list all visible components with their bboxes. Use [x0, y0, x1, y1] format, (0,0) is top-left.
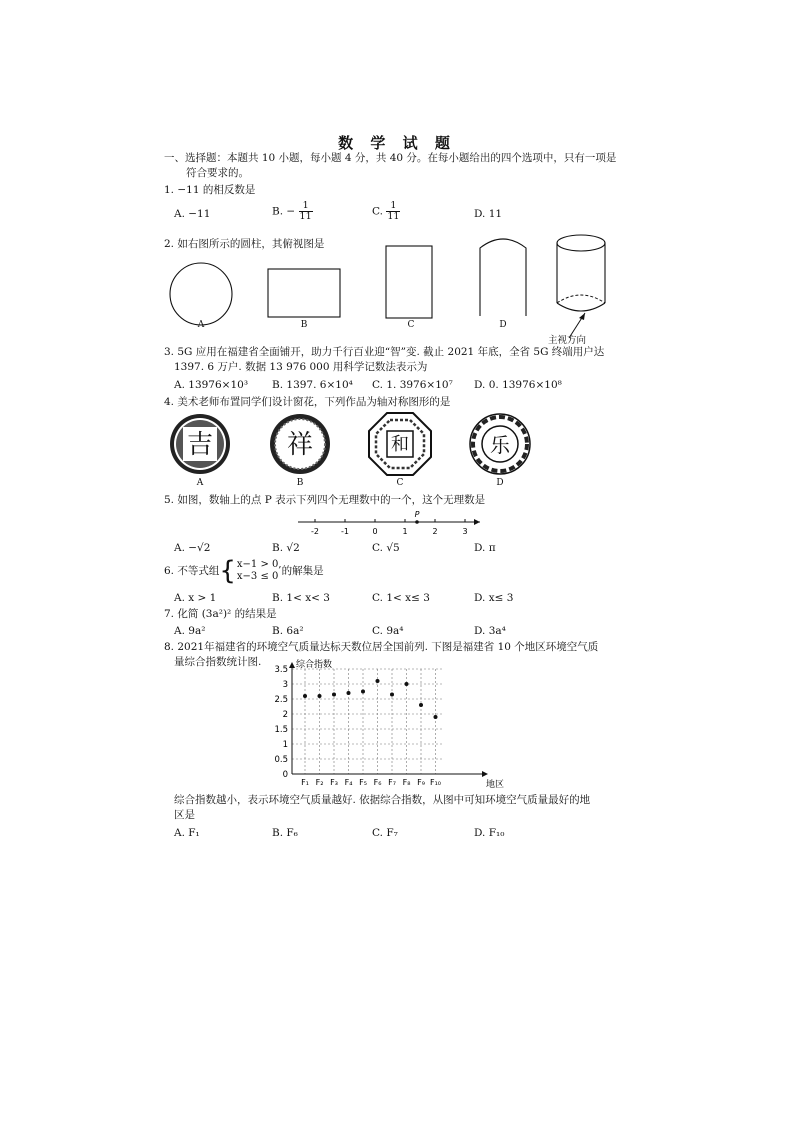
- q8-stem-line1: 8. 2021年福建省的环境空气质量达标天数位居全国前列. 下图是福建省 10 个地区环境空气质: [164, 641, 599, 653]
- q6-stem: [164, 558, 324, 584]
- q2-wide-rectangle-figure: [268, 269, 340, 317]
- q2-stem: 2. 如右图所示的圆柱，其俯视图是: [164, 238, 325, 250]
- q8-y-tick-label: 2: [282, 710, 288, 720]
- q8-x-tick-labels: [301, 778, 441, 787]
- q8-chart: [262, 656, 512, 792]
- section-heading-cont: 符合要求的。: [186, 167, 249, 179]
- q8-data-point: [419, 703, 423, 707]
- q1-b-numerator: 1: [299, 201, 313, 212]
- q8-x-tick-label: F₉: [417, 778, 425, 787]
- q2-label-b: B: [300, 320, 308, 330]
- q1-option-c: [372, 201, 400, 222]
- q8-stem-line4: 区是: [174, 809, 195, 821]
- q8-chart-grid: [292, 669, 444, 774]
- q8-option-d: D. F₁₀: [474, 827, 505, 839]
- q4-char-b: 祥: [286, 430, 313, 460]
- q8-data-point: [434, 715, 438, 719]
- q3-option-b: B. 1397. 6×10⁴: [272, 379, 353, 391]
- q5-tick-label: 1: [402, 527, 408, 536]
- q5-option-a: A. −√2: [174, 542, 211, 554]
- q2-label-d: D: [499, 320, 507, 330]
- q5-tick-label: -2: [311, 527, 319, 536]
- q7-option-b: B. 6a²: [272, 625, 304, 637]
- q8-data-point: [376, 679, 380, 683]
- q7-option-a: A. 9a²: [174, 625, 206, 637]
- q3-option-c: C. 1. 3976×10⁷: [372, 379, 453, 391]
- q8-y-tick-label: 0: [282, 770, 288, 780]
- q8-x-axis-label: 地区: [486, 780, 505, 790]
- q6-option-c: C. 1< x≤ 3: [372, 592, 430, 604]
- q1-option-b: [272, 201, 313, 222]
- q3-stem-line1: 3. 5G 应用在福建省全面铺开，助力千行百业迎“智”变. 截止 2021 年底，全省 5G 终端用户达: [164, 346, 605, 358]
- q4-label-b: B: [296, 478, 304, 488]
- q8-data-point: [361, 690, 365, 694]
- q8-y-axis-label: 综合指数: [296, 660, 333, 670]
- q8-x-axis-arrow-icon: [482, 771, 488, 777]
- q8-y-tick-label: 3: [282, 680, 288, 690]
- q1-option-b-fraction: [299, 201, 313, 222]
- q1-option-a: A. −11: [174, 208, 211, 220]
- q1-stem: 1. −11 的相反数是: [164, 184, 256, 196]
- q1-b-denominator: 11: [299, 210, 312, 222]
- q8-y-tick-label: 1.5: [274, 725, 288, 735]
- q8-y-tick-label: 0.5: [274, 755, 288, 765]
- section-heading: 一、选择题：本题共 10 小题，每小题 4 分，共 40 分。在每小题给出的四个选项中，只有一项是: [164, 152, 617, 164]
- q1-option-b-prefix: B. −: [272, 205, 296, 218]
- q8-data-point: [390, 693, 394, 697]
- q5-point-label: P: [414, 510, 420, 519]
- q5-point-p: [415, 520, 419, 524]
- q8-x-tick-label: F₇: [388, 778, 396, 787]
- q8-x-tick-label: F₄: [344, 778, 353, 787]
- q8-data-point: [318, 694, 322, 698]
- q1-c-denominator: 11: [387, 210, 400, 222]
- q8-x-tick-label: F₆: [373, 778, 382, 787]
- q4-label-c: C: [396, 478, 404, 488]
- q2-tall-rectangle-figure: [386, 246, 432, 318]
- q1-option-c-prefix: C.: [372, 205, 383, 218]
- q4-char-c: 和: [391, 434, 409, 455]
- q4-char-a: 吉: [186, 430, 213, 460]
- q6-suffix: 的解集是: [281, 565, 324, 577]
- q8-y-axis-arrow-icon: [289, 662, 295, 668]
- q5-tick-label: 3: [462, 527, 468, 536]
- q7-option-d: D. 3a⁴: [474, 625, 506, 637]
- q8-x-tick-label: F₅: [359, 778, 367, 787]
- q5-option-b: B. √2: [272, 542, 300, 554]
- q4-label-d: D: [496, 478, 504, 488]
- q8-option-a: A. F₁: [174, 827, 200, 839]
- q6-option-a: A. x > 1: [174, 592, 217, 604]
- q8-data-point: [303, 694, 307, 698]
- q4-char-d: 乐: [490, 433, 510, 457]
- q8-x-tick-label: F₂: [315, 778, 324, 787]
- q6-option-b: B. 1< x< 3: [272, 592, 330, 604]
- q8-y-tick-label: 3.5: [274, 665, 288, 675]
- q1-c-numerator: 1: [386, 201, 400, 212]
- q7-option-c: C. 9a⁴: [372, 625, 404, 637]
- q3-option-a: A. 13976×10³: [174, 379, 249, 391]
- q3-option-d: D. 0. 13976×10⁸: [474, 379, 562, 391]
- q2-arrow-head-icon: [579, 313, 585, 320]
- q8-x-tick-label: F₈: [402, 778, 411, 787]
- q1-option-c-fraction: [386, 201, 400, 222]
- q8-stem-line2: 量综合指数统计图.: [174, 656, 262, 668]
- q5-axis-arrow-icon: [474, 519, 480, 525]
- q8-x-tick-label: F₁₀: [429, 778, 442, 787]
- q5-tick-label: -1: [341, 527, 349, 536]
- q1-option-d: D. 11: [474, 208, 503, 220]
- q3-stem-line2: 1397. 6 万户. 数据 13 976 000 用科学记数法表示为: [174, 361, 428, 373]
- q6-inequality-2: x−3 ≤ 0: [236, 571, 279, 582]
- q8-option-c: C. F₇: [372, 827, 398, 839]
- q6-brace: {: [219, 556, 236, 586]
- q5-option-d: D. π: [474, 542, 496, 554]
- page-title: 数 学 试 题: [338, 134, 456, 152]
- q4-label-a: A: [196, 478, 204, 488]
- q8-y-tick-labels: [274, 665, 288, 780]
- q6-option-d: D. x≤ 3: [474, 592, 514, 604]
- q5-tick-label: 2: [432, 527, 438, 536]
- q6-inequality-1: x−1 > 0,: [236, 558, 282, 570]
- q2-label-a: A: [197, 320, 205, 330]
- q8-data-point: [347, 691, 351, 695]
- q2-label-c: C: [407, 320, 415, 330]
- q5-stem: 5. 如图，数轴上的点 P 表示下列四个无理数中的一个，这个无理数是: [164, 494, 486, 506]
- q2-circle-figure: [170, 263, 232, 325]
- q5-option-c: C. √5: [372, 542, 400, 554]
- q8-option-b: B. F₆: [272, 827, 298, 839]
- q8-stem-line3: 综合指数越小，表示环境空气质量越好. 依据综合指数，从图中可知环境空气质量最好的地: [174, 794, 591, 806]
- q5-number-line: [290, 508, 490, 542]
- q7-stem: 7. 化简 (3a²)² 的结果是: [164, 608, 277, 620]
- q8-y-tick-label: 1: [282, 740, 288, 750]
- q8-x-tick-label: F₃: [330, 778, 338, 787]
- q2-view-direction-note: 主视方向: [548, 335, 587, 346]
- q8-data-point: [405, 682, 409, 686]
- q5-tick-label: 0: [372, 527, 378, 536]
- q2-cylinder-figure: [557, 235, 605, 311]
- q6-prefix: 6. 不等式组: [164, 565, 220, 577]
- q8-y-tick-label: 2.5: [274, 695, 288, 705]
- q2-arch-figure: [480, 239, 526, 316]
- q8-data-point: [332, 693, 336, 697]
- q8-x-tick-label: F₁: [301, 778, 309, 787]
- q4-stem: 4. 美术老师布置同学们设计窗花，下列作品为轴对称图形的是: [164, 396, 451, 408]
- q6-system: [237, 559, 282, 584]
